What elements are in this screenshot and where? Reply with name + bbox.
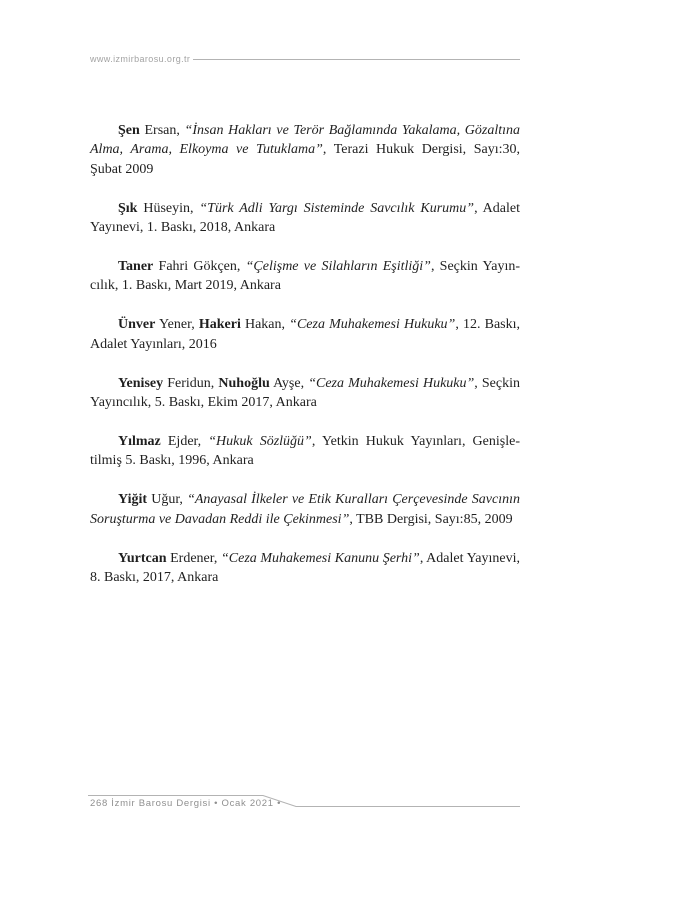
author-surname: Hakeri	[198, 317, 241, 333]
work-title: “Türk Adli Yargı Sisteminde Savcılık Kurumu”	[199, 200, 475, 216]
work-title: “Anayasal İlkeler ve Etik Kuralları Çerçevesinde Savcının Soruşturma ve Davadan Reddi ile Çekinmesi”	[90, 492, 520, 527]
bibliography-entry	[90, 315, 520, 354]
citation-text: Ayşe,	[269, 375, 309, 391]
bibliography-entry	[90, 257, 520, 296]
bibliography-entry	[90, 549, 520, 588]
citation-text: , Yetkin Hukuk Yayınları, Genişletilmiş 5. Baskı, 1996, Ankara	[90, 433, 520, 469]
citation-text: Ersan,	[139, 123, 185, 138]
citation-text: , Terazi Hukuk Dergisi, Sayı:30, Şubat 2009	[90, 142, 520, 177]
bibliography-entry	[90, 374, 520, 413]
citation-text: Ejder,	[160, 433, 209, 449]
author-surname: Şık	[118, 200, 138, 216]
citation-text: , 12. Baskı, Adalet Yayınları, 2016	[90, 317, 521, 352]
citation-text: Fahri Gökçen,	[153, 259, 246, 275]
work-title: “Çelişme ve Silahların Eşitliği”	[245, 259, 431, 275]
work-title: “Ceza Muhakemesi Hukuku”	[308, 375, 475, 391]
bibliography-entry	[90, 199, 520, 238]
bibliography	[90, 121, 520, 607]
work-title: “Ceza Muhakemesi Hukuku”	[289, 317, 456, 333]
bibliography-entry	[90, 490, 520, 529]
page-header	[90, 54, 520, 64]
author-surname: Nuhoğlu	[218, 375, 270, 391]
author-surname: Yılmaz	[118, 433, 161, 449]
citation-text: Uğur,	[147, 492, 188, 508]
citation-text: Erdener,	[166, 550, 221, 566]
citation-text: , TBB Dergisi, Sayı:85, 2009	[349, 511, 513, 527]
work-title: “Hukuk Sözlüğü”	[208, 433, 312, 449]
citation-text: Hakan,	[240, 317, 290, 333]
citation-text: Hüseyin,	[137, 200, 200, 216]
header-rule	[193, 59, 520, 60]
citation-text: , Seçkin Yayıncılık, 5. Baskı, Ekim 2017, Ankara	[90, 375, 520, 411]
citation-text: Yener,	[155, 317, 199, 333]
bibliography-entry	[90, 432, 520, 471]
citation-text: Feridun,	[163, 375, 219, 391]
author-surname: Yiğit	[118, 492, 148, 508]
author-surname: Şen	[118, 123, 140, 138]
author-surname: Taner	[118, 259, 154, 275]
header-url: www.izmirbarosu.org.tr	[90, 54, 191, 64]
author-surname: Yurtcan	[118, 550, 167, 566]
work-title: “Ceza Muhakemesi Kanunu Şerhi”	[220, 550, 420, 566]
footer-text: 268 İzmir Barosu Dergisi • Ocak 2021 •	[90, 798, 282, 809]
work-title: “İnsan Hakları ve Terör Bağlamında Yakalama, Gözaltına Alma, Arama, Elkoyma ve Tutuklama”	[90, 123, 520, 158]
citation-text: , Adalet Yayınevi, 8. Baskı, 2017, Ankara	[90, 550, 520, 585]
citation-text: , Adalet Yayınevi, 1. Baskı, 2018, Ankara	[90, 200, 521, 236]
bibliography-entry	[90, 121, 520, 179]
author-surname: Yenisey	[118, 375, 164, 391]
citation-text: , Seçkin Yayıncılık, 1. Baskı, Mart 2019, Ankara	[90, 259, 521, 294]
author-surname: Ünver	[118, 317, 156, 333]
